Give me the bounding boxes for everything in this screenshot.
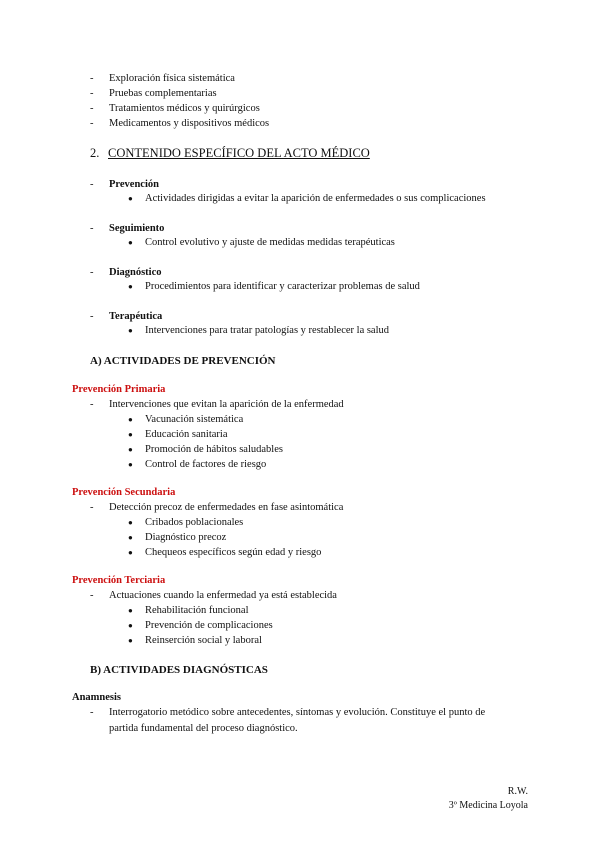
bullet-marker: ● [128,415,133,424]
section-number: 2. [90,146,100,160]
item-detail: Intervenciones para tratar patologías y restablecer la salud [145,325,390,336]
bullet-marker: ● [128,282,133,291]
prevention-bullet: Reinserción social y laboral [145,635,262,646]
bullet-marker: ● [128,326,133,335]
prevention-bullet: Educación sanitaria [145,429,228,440]
top-list-item: Tratamientos médicos y quirúrgicos [109,103,260,114]
prevention-bullet: Prevención de complicaciones [145,620,273,631]
top-list-item: Pruebas complementarias [109,88,217,99]
bullet-marker: ● [128,445,133,454]
item-detail: Actividades dirigidas a evitar la aparición de enfermedades o sus complicaciones [145,193,486,204]
item-label: Prevención [109,179,159,190]
dash-marker: - [90,399,94,410]
prevention-desc: Actuaciones cuando la enfermedad ya está establecida [109,590,337,601]
bullet-marker: ● [128,636,133,645]
anamnesis-text-line-1: Interrogatorio metódico sobre antecedentes, síntomas y evolución. Constituye el punto de [109,707,486,718]
dash-marker: - [90,103,94,114]
prevention-desc: Detección precoz de enfermedades en fase asintomática [109,502,344,513]
top-list-item: Exploración física sistemática [109,73,235,84]
prevention-secondary-heading: Prevención Secundaria [72,487,176,498]
bullet-marker: ● [128,533,133,542]
anamnesis-heading: Anamnesis [72,692,122,703]
bullet-marker: ● [128,430,133,439]
bullet-marker: ● [128,621,133,630]
bullet-marker: ● [128,606,133,615]
prevention-bullet: Control de factores de riesgo [145,459,267,470]
dash-marker: - [90,707,94,718]
prevention-bullet: Vacunación sistemática [145,414,244,425]
item-detail: Procedimientos para identificar y caracterizar problemas de salud [145,281,420,292]
bullet-marker: ● [128,518,133,527]
dash-marker: - [90,267,94,278]
section-b-title: B) ACTIVIDADES DIAGNÓSTICAS [90,664,268,676]
top-list-item: Medicamentos y dispositivos médicos [109,118,270,129]
dash-marker: - [90,88,94,99]
item-label: Seguimiento [109,223,165,234]
prevention-bullet: Cribados poblacionales [145,517,244,528]
bullet-marker: ● [128,194,133,203]
item-label: Terapéutica [109,311,163,322]
dash-marker: - [90,118,94,129]
prevention-bullet: Rehabilitación funcional [145,605,249,616]
footer-course: 3º Medicina Loyola [448,800,528,811]
dash-marker: - [90,179,94,190]
dash-marker: - [90,590,94,601]
bullet-marker: ● [128,238,133,247]
item-detail: Control evolutivo y ajuste de medidas medidas terapéuticas [145,237,395,248]
dash-marker: - [90,502,94,513]
prevention-bullet: Promoción de hábitos saludables [145,444,283,455]
section-title: CONTENIDO ESPECÍFICO DEL ACTO MÉDICO [108,146,370,160]
prevention-bullet: Diagnóstico precoz [145,532,227,543]
prevention-bullet: Chequeos específicos según edad y riesgo [145,547,322,558]
bullet-marker: ● [128,460,133,469]
dash-marker: - [90,223,94,234]
prevention-desc: Intervenciones que evitan la aparición de la enfermedad [109,399,344,410]
dash-marker: - [90,73,94,84]
prevention-primary-heading: Prevención Primaria [72,384,166,395]
footer-initials: R.W. [507,786,528,797]
prevention-tertiary-heading: Prevención Terciaria [72,575,166,586]
anamnesis-text-line-2: partida fundamental del proceso diagnóstico. [109,723,298,734]
bullet-marker: ● [128,548,133,557]
item-label: Diagnóstico [109,267,162,278]
section-a-title: A) ACTIVIDADES DE PREVENCIÓN [90,355,276,367]
dash-marker: - [90,311,94,322]
